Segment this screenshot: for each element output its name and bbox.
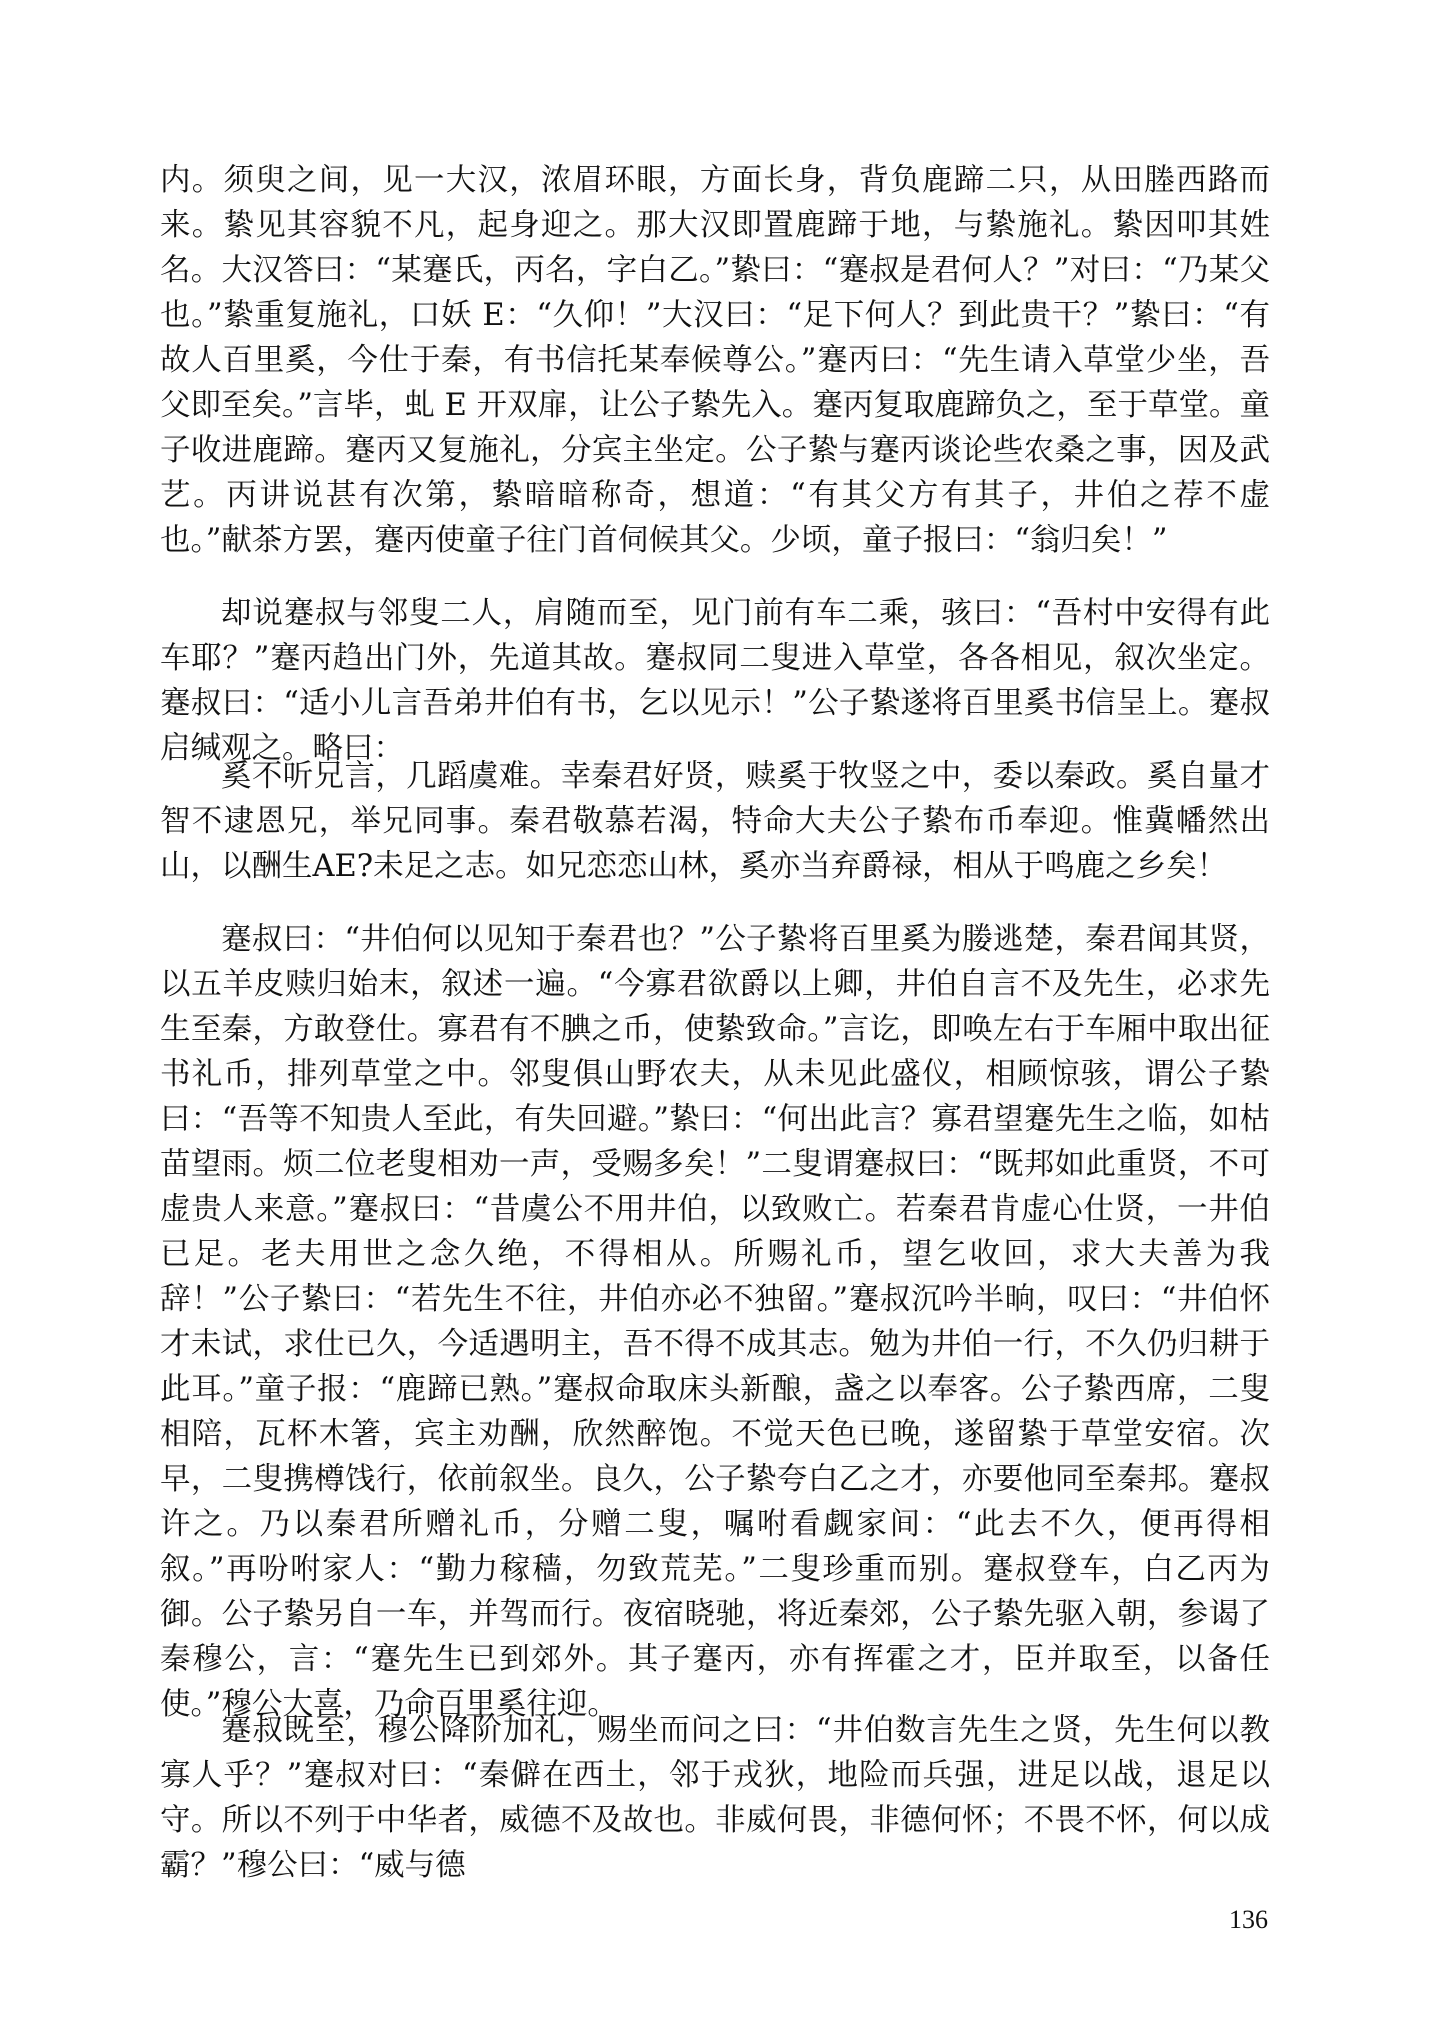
paragraph: 却说蹇叔与邻叟二人，肩随而至，见门前有车二乘，骇曰：“吾村中安得有此车耶？”蹇丙趋出门外，先道其故。蹇叔同二叟进入草堂，各各相见，叙次坐定。蹇叔曰：“适小儿言吾弟井伯有书，乞以见示！”公子絷遂将百里奚书信呈上。蹇叔启缄观之。略曰：	[160, 596, 1270, 766]
paragraph: 蹇叔既至，穆公降阶加礼，赐坐而问之曰：“井伯数言先生之贤，先生何以教寡人乎？”蹇叔对曰：“秦僻在西土，邻于戎狄，地险而兵强，进足以战，退足以守。所以不列于中华者，威德不及故也。非威何畏，非德何怀；不畏不怀，何以成霸？”穆公曰：“威与德	[160, 1713, 1270, 1883]
paragraph: 蹇叔曰：“井伯何以见知于秦君也？”公子絷将百里奚为媵逃楚，秦君闻其贤，以五羊皮赎归始末，叙述一遍。“今寡君欲爵以上卿，井伯自言不及先生，必求先生至秦，方敢登仕。寡君有不腆之币，使絷致命。”言讫，即唤左右于车厢中取出征书礼币，排列草堂之中。邻叟俱山野农夫，从未见此盛仪，相顾惊骇，谓公子絷曰：“吾等不知贵人至此，有失回避。”絷曰：“何出此言？寡君望蹇先生之临，如枯苗望雨。烦二位老叟相劝一声，受赐多矣！”二叟谓蹇叔曰：“既邦如此重贤，不可虚贵人来意。”蹇叔曰：“昔虞公不用井伯，以致败亡。若秦君肯虚心仕贤，一井伯已足。老夫用世之念久绝，不得相从。所赐礼币，望乞收回，求大夫善为我辞！”公子絷曰：“若先生不往，井伯亦必不独留。”蹇叔沉吟半晌，叹曰：“井伯怀才未试，求仕已久，今适遇明主，吾不得不成其志。勉为井伯一行，不久仍归耕于此耳。”童子报：“鹿蹄已熟。”蹇叔命取床头新酿，盏之以奉客。公子絷西席，二叟相陪，瓦杯木箸，宾主劝酬，欣然醉饱。不觉天色已晚，遂留絷于草堂安宿。次早，二叟携樽饯行，依前叙坐。良久，公子絷夸白乙之才，亦要他同至秦邦。蹇叔许之。乃以秦君所赠礼币，分赠二叟，嘱咐看觑家间：“此去不久，便再得相叙。”再吩咐家人：“勤力稼穑，勿致荒芜。”二叟珍重而别。蹇叔登车，白乙丙为御。公子絷另自一车，并驾而行。夜宿晓驰，将近秦郊，公子絷先驱入朝，参谒了秦穆公，言：“蹇先生已到郊外。其子蹇丙，亦有挥霍之才，臣并取至，以备任使。”穆公大喜，乃命百里奚往迎。	[160, 922, 1270, 1722]
quoted-letter-paragraph: 奚不听兄言，几蹈虞难。幸秦君好贤，赎奚于牧竖之中，委以秦政。奚自量才智不逮恩兄，举兄同事。秦君敬慕若渴，特命大夫公子絷布币奉迎。惟冀幡然出山，以酬生AE?未足之志。如兄恋恋山林，奚亦当弃爵禄，相从于鸣鹿之乡矣！	[160, 759, 1270, 884]
paragraph: 内。须臾之间，见一大汉，浓眉环眼，方面长身，背负鹿蹄二只，从田塍西路而来。絷见其容貌不凡，起身迎之。那大汉即置鹿蹄于地，与絷施礼。絷因叩其姓名。大汉答曰：“某蹇氏，丙名，字白乙。”絷曰：“蹇叔是君何人？”对曰：“乃某父也。”絷重复施礼，口妖 E：“久仰！”大汉曰：“足下何人？到此贵干？”絷曰：“有故人百里奚，今仕于秦，有书信托某奉候尊公。”蹇丙曰：“先生请入草堂少坐，吾父即至矣。”言毕，虬 E 开双扉，让公子絷先入。蹇丙复取鹿蹄负之，至于草堂。童子收进鹿蹄。蹇丙又复施礼，分宾主坐定。公子絷与蹇丙谈论些农桑之事，因及武艺。丙讲说甚有次第，絷暗暗称奇，想道：“有其父方有其子，井伯之荐不虚也。”献茶方罢，蹇丙使童子往门首伺候其父。少顷，童子报曰：“翁归矣！”	[160, 163, 1270, 558]
page-number: 136	[1229, 1905, 1268, 1934]
